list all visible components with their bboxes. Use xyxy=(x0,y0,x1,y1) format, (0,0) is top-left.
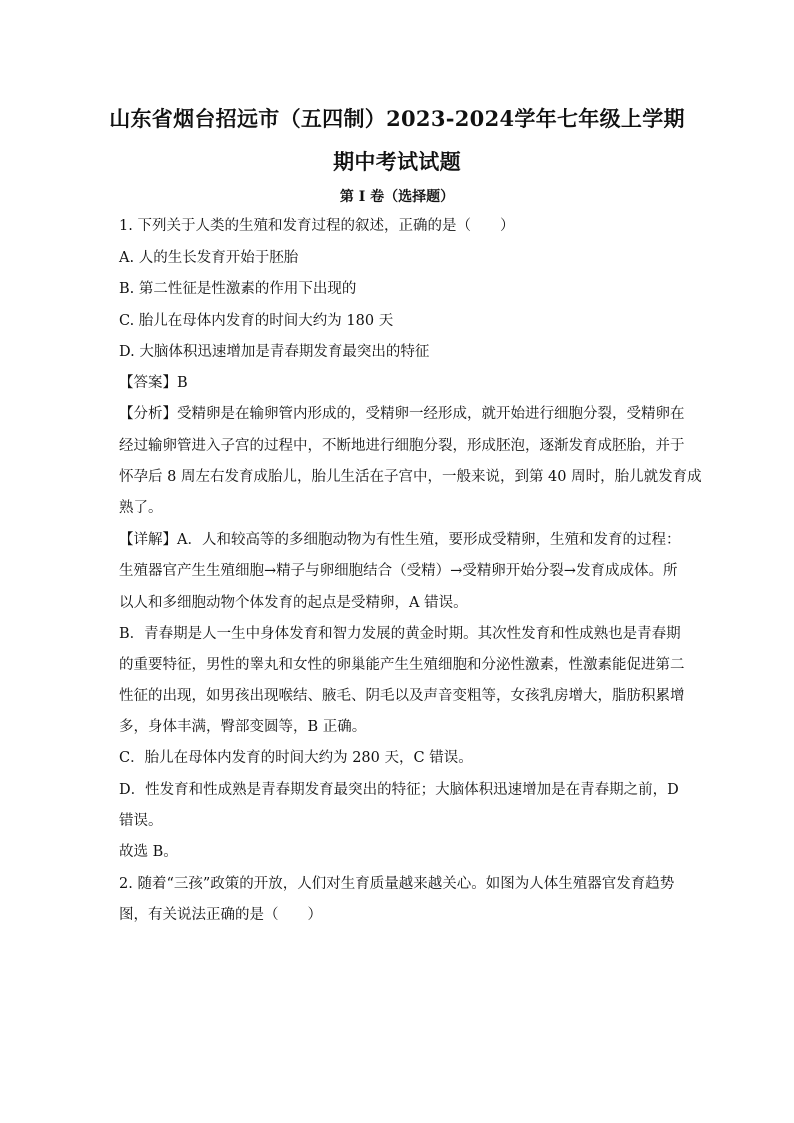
analysis-line: 熟了。 xyxy=(119,500,163,516)
detail-line: 以人和多细胞动物个体发育的起点是受精卵，A 错误。 xyxy=(119,595,468,611)
question-2-stem: 2. 随着“三孩”政策的开放，人们对生育质量越来越关心。如图为人体生殖器官发育趋势 xyxy=(119,876,675,892)
detail-line: 多，身体丰满，臀部变圆等，B 正确。 xyxy=(119,719,367,735)
question-1-answer: 【答案】B xyxy=(119,375,188,391)
question-1-option-a: A. 人的生长发育开始于胚胎 xyxy=(119,250,299,266)
detail-line: 错误。 xyxy=(119,813,163,829)
question-1-option-b: B. 第二性征是性激素的作用下出现的 xyxy=(119,281,357,297)
analysis-line: 怀孕后 8 周左右发育成胎儿，胎儿生活在子宫中，一般来说，到第 40 周时，胎儿就发育成 xyxy=(119,469,702,485)
detail-line: 性征的出现，如男孩出现喉结、腋毛、阴毛以及声音变粗等，女孩乳房增大，脂肪积累增 xyxy=(119,688,685,704)
detail-line: 的重要特征，男性的睾丸和女性的卵巢能产生生殖细胞和分泌性激素，性激素能促进第二 xyxy=(119,657,685,673)
analysis-line: 经过输卵管进入子宫的过程中，不断地进行细胞分裂，形成胚泡，逐渐发育成胚胎，并于 xyxy=(119,438,685,454)
question-1-stem: 1. 下列关于人类的生殖和发育过程的叙述，正确的是（ ） xyxy=(119,218,515,234)
document-title-continued: 期中考试试题 xyxy=(333,149,461,174)
question-2-stem-continued: 图，有关说法正确的是（ ） xyxy=(119,907,322,923)
detail-line: C．胎儿在母体内发育的时间大约为 280 天，C 错误。 xyxy=(119,750,473,766)
detail-line: D．性发育和性成熟是青春期发育最突出的特征；大脑体积迅速增加是在青春期之前，D xyxy=(119,782,679,798)
detail-line: 故选 B。 xyxy=(119,844,178,860)
detail-line: 【详解】A．人和较高等的多细胞动物为有性生殖，要形成受精卵，生殖和发育的过程： xyxy=(119,532,681,548)
question-1-option-d: D. 大脑体积迅速增加是青春期发育最突出的特征 xyxy=(119,344,430,360)
detail-line: B．青春期是人一生中身体发育和智力发展的黄金时期。其次性发育和性成熟也是青春期 xyxy=(119,626,681,642)
document-title: 山东省烟台招远市（五四制）2023-2024学年七年级上学期 xyxy=(109,106,685,131)
question-1-option-c: C. 胎儿在母体内发育的时间大约为 180 天 xyxy=(119,313,394,329)
detail-line: 生殖器官产生生殖细胞→精子与卵细胞结合（受精）→受精卵开始分裂→发育成成体。所 xyxy=(119,563,678,579)
analysis-line: 【分析】受精卵是在输卵管内形成的，受精卵一经形成，就开始进行细胞分裂，受精卵在 xyxy=(119,406,685,422)
section-heading: 第 I 卷（选择题） xyxy=(339,189,455,205)
